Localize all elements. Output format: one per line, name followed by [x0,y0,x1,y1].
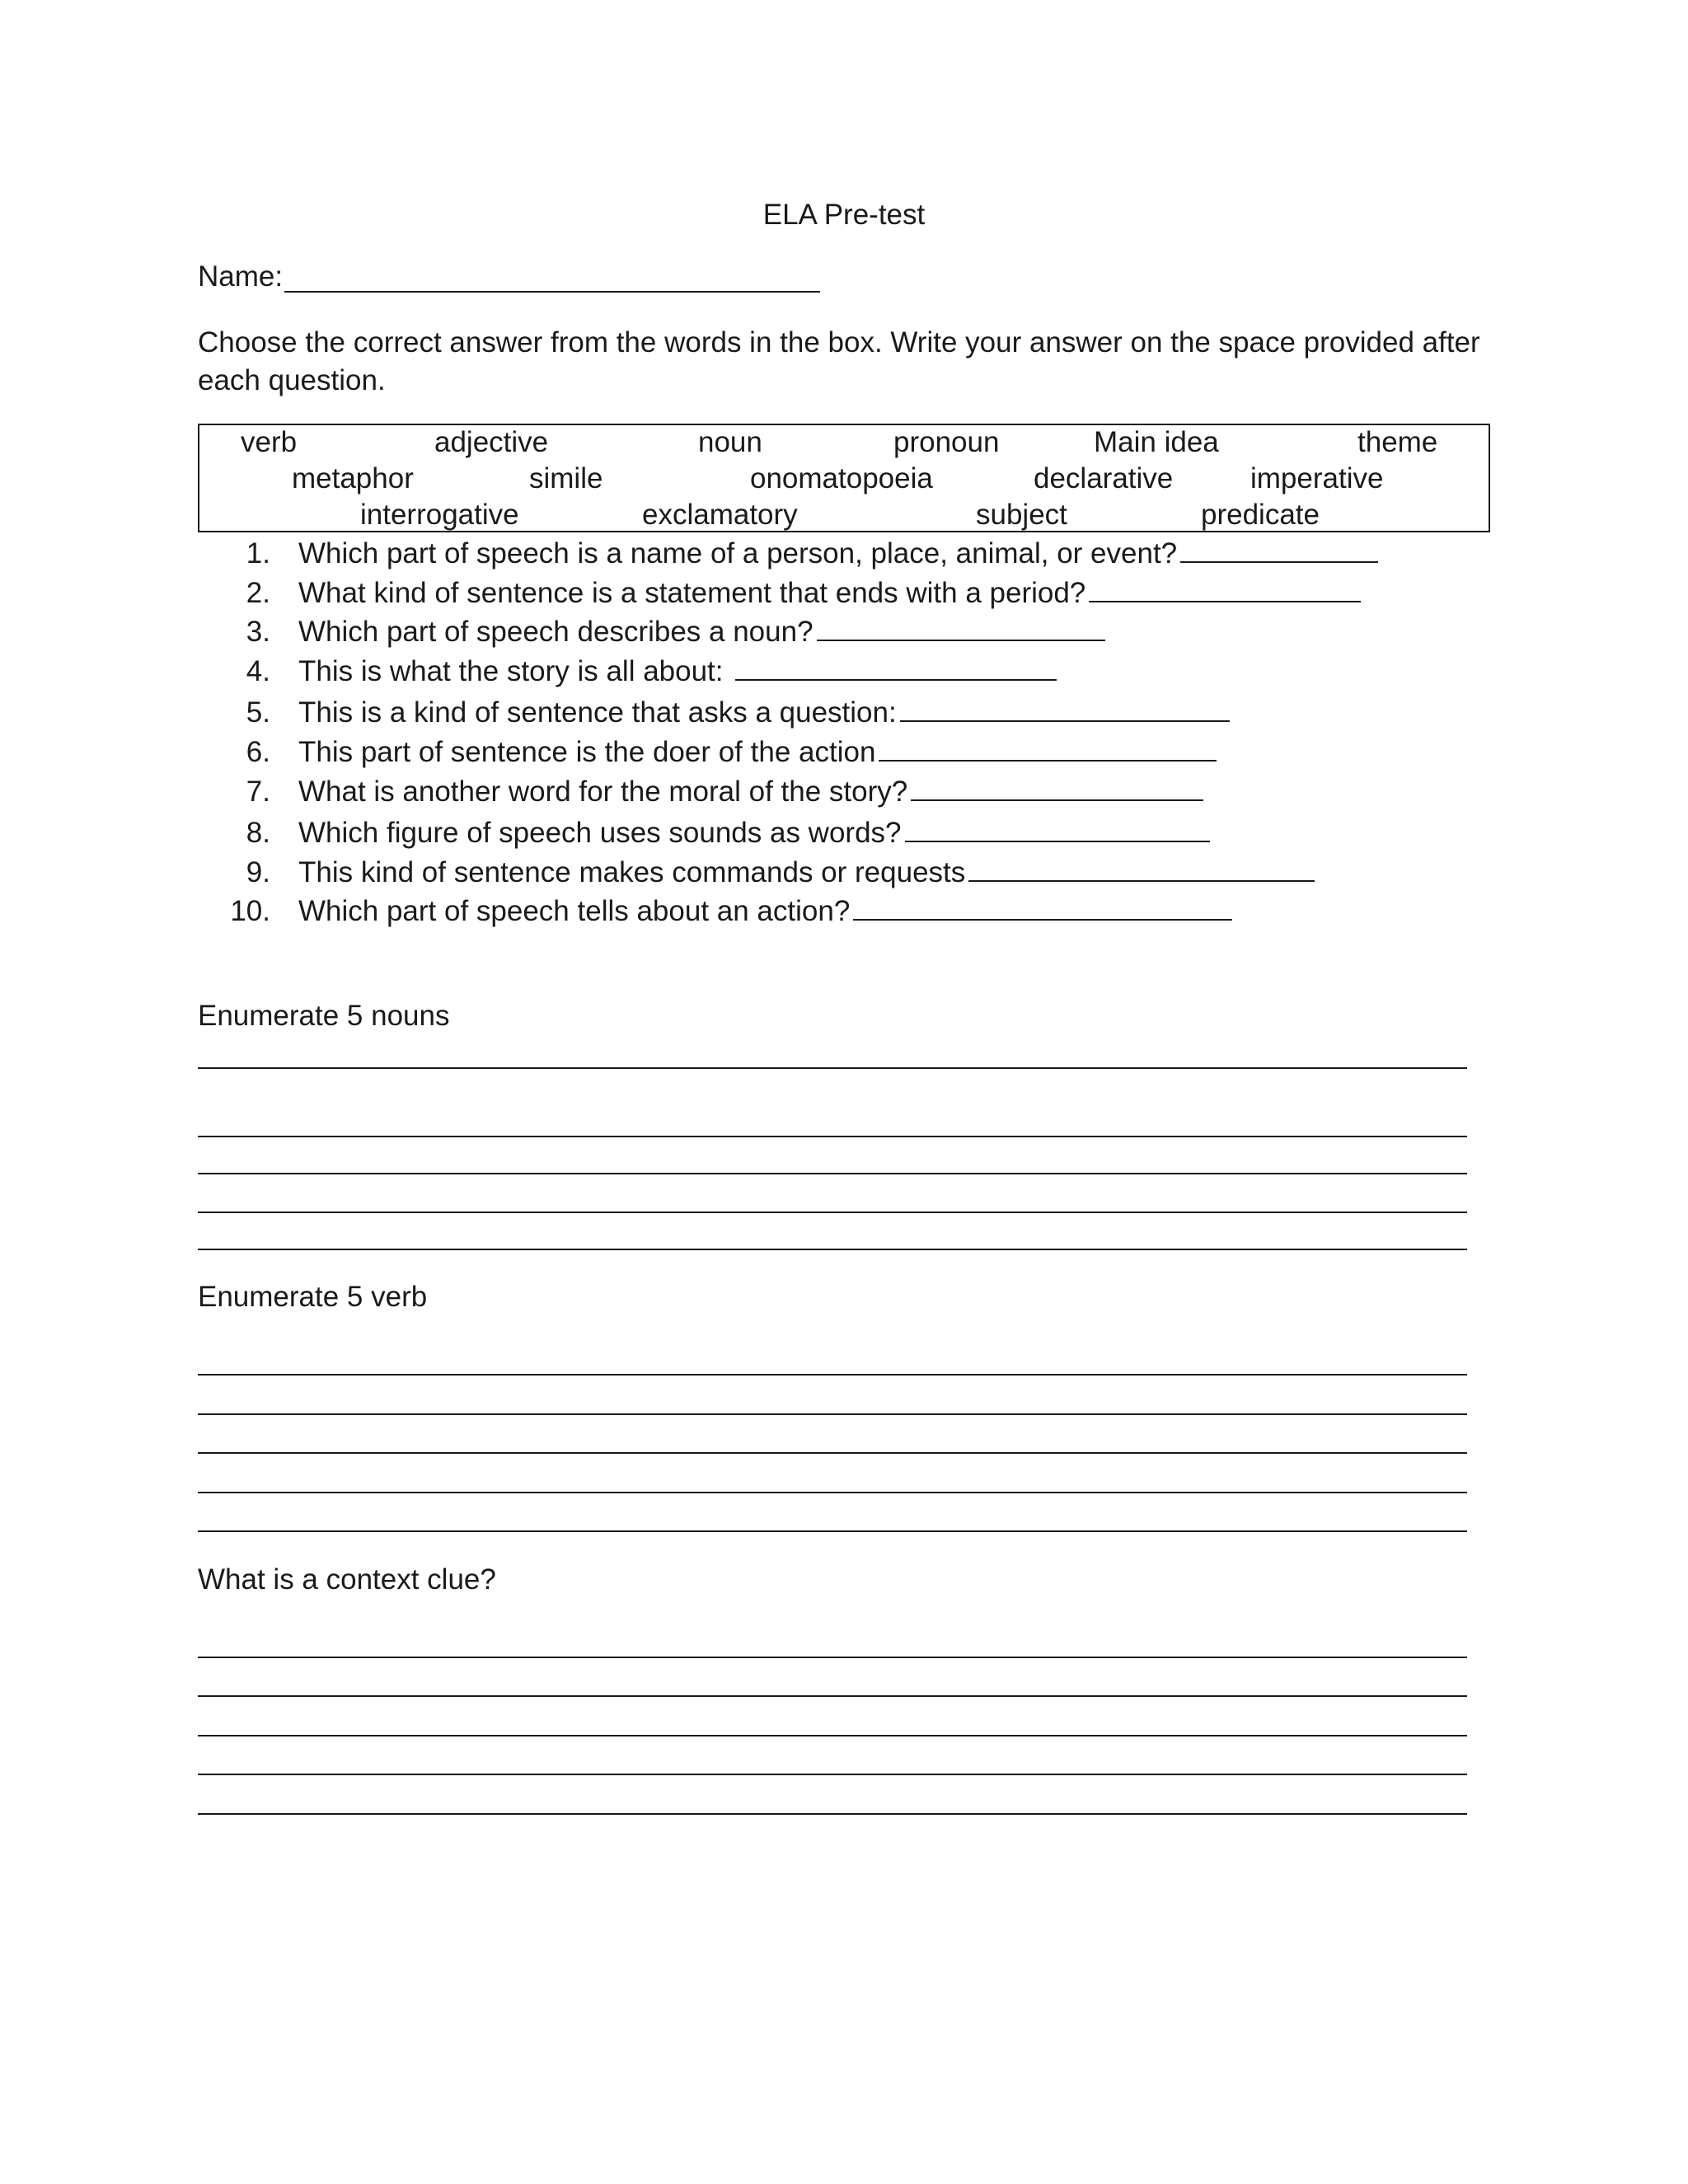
answer-blank[interactable] [900,696,1230,722]
writing-line[interactable] [198,1212,1467,1213]
question-number: 2. [246,577,270,609]
writing-line[interactable] [198,1695,1467,1697]
question-number: 9. [246,856,270,888]
word-box-item: adjective [434,426,549,458]
section-heading-nouns: Enumerate 5 nouns [198,1000,450,1032]
word-box-item: interrogative [360,499,519,531]
writing-line[interactable] [198,1530,1467,1532]
question-number: 10. [230,895,270,927]
word-box-item: Main idea [1094,426,1219,458]
answer-blank[interactable] [905,816,1210,842]
word-box-item: metaphor [292,462,414,494]
answer-blank[interactable] [853,894,1232,921]
answer-blank[interactable] [1180,537,1378,563]
question-text: Which part of speech is a name of a person, place, animal, or event? [298,537,1178,569]
writing-line[interactable] [198,1735,1467,1736]
question-text: This kind of sentence makes commands or requests [298,856,966,888]
word-box-item: simile [529,462,603,494]
word-box-item: onomatopoeia [750,462,933,494]
page-title: ELA Pre-test [762,199,926,231]
word-box-item: pronoun [893,426,1000,458]
question-number: 5. [246,696,270,729]
word-box-item: exclamatory [642,499,798,531]
writing-line[interactable] [198,1067,1467,1069]
question-text: This is a kind of sentence that asks a question: [298,696,897,729]
answer-blank[interactable] [817,615,1105,641]
writing-line[interactable] [198,1374,1467,1376]
question-text: Which part of speech describes a noun? [298,616,814,648]
question-number: 1. [246,537,270,569]
word-box-item: theme [1357,426,1438,458]
writing-line[interactable] [198,1492,1467,1493]
writing-line[interactable] [198,1774,1467,1775]
instructions: Choose the correct answer from the words in the box. Write your answer on the space provided after each question. [198,326,1480,396]
question-text: What kind of sentence is a statement that ends with a period? [298,577,1086,609]
question-text: Which part of speech tells about an action? [298,895,851,927]
word-box [198,424,1490,532]
section-heading-context-clue: What is a context clue? [198,1563,496,1596]
word-box-item: imperative [1250,462,1384,494]
question-number: 6. [246,736,270,768]
answer-blank[interactable] [1089,576,1361,602]
question-text: What is another word for the moral of the story? [298,776,908,808]
writing-line[interactable] [198,1813,1467,1815]
question-number: 4. [246,655,270,687]
name-input-line[interactable] [284,291,820,293]
writing-line[interactable] [198,1452,1467,1454]
name-label: Name: [198,260,284,293]
word-box-item: verb [241,426,298,458]
answer-blank[interactable] [879,735,1217,762]
section-heading-verbs: Enumerate 5 verb [198,1281,428,1313]
writing-line[interactable] [198,1136,1467,1137]
question-text: This part of sentence is the doer of the action [298,736,876,768]
question-number: 7. [246,776,270,808]
word-box-item: predicate [1201,499,1320,531]
word-box-item: declarative [1034,462,1174,494]
writing-line[interactable] [198,1249,1467,1250]
writing-line[interactable] [198,1173,1467,1174]
answer-blank[interactable] [968,855,1315,882]
answer-blank[interactable] [735,654,1057,681]
question-text: This is what the story is all about: [298,655,724,687]
question-number: 3. [246,616,270,648]
word-box-item: noun [698,426,762,458]
writing-line[interactable] [198,1413,1467,1415]
writing-line[interactable] [198,1657,1467,1658]
question-number: 8. [246,817,270,849]
question-text: Which figure of speech uses sounds as words? [298,817,902,849]
answer-blank[interactable] [911,775,1203,801]
word-box-item: subject [976,499,1067,531]
